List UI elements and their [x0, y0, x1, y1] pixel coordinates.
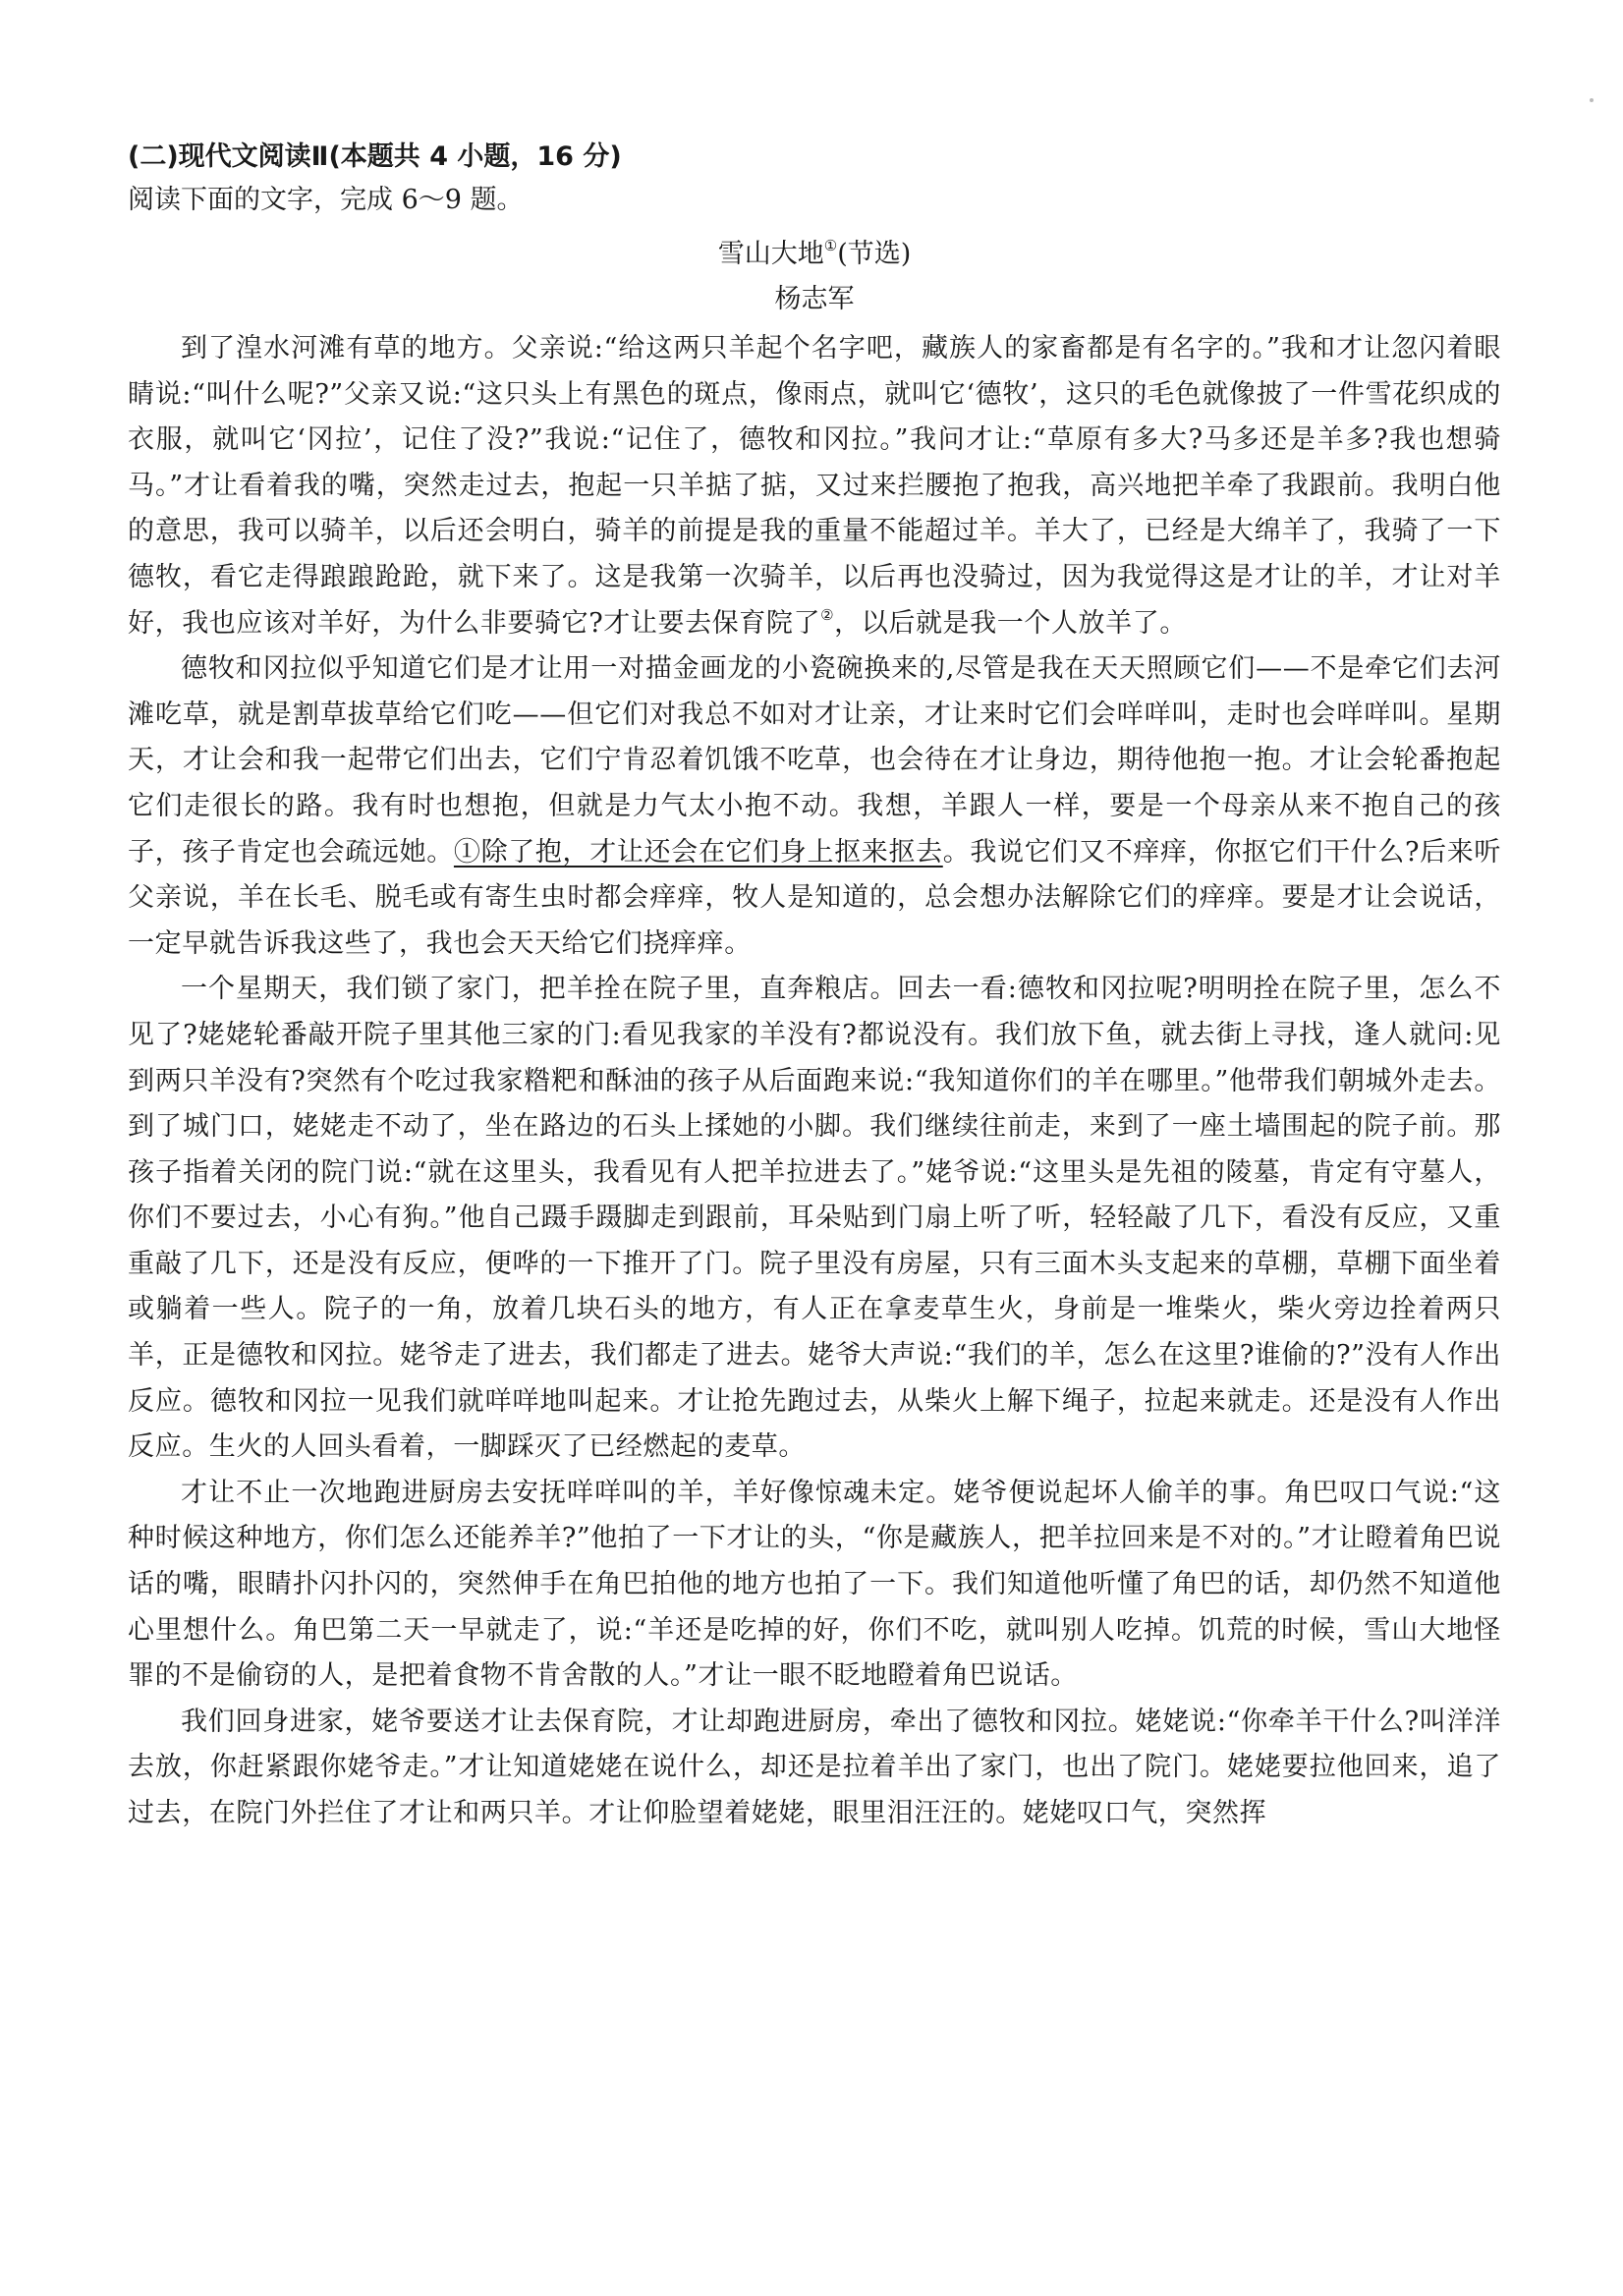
- scan-speck: [1590, 98, 1594, 102]
- paragraph-2-text-end: 。我说它们又不痒痒，你抠它们干什么?后来听父亲说，羊在长毛、脱毛或有寄生虫时都会痒痒，牧人是知道的，总会想办法解除它们的痒痒。要是才让会说话，一定早就告诉我这些了，我也会天天给它们挠痒痒。: [128, 836, 1502, 959]
- article-title-suffix: (节选): [837, 239, 912, 269]
- paragraph-2-text: 德牧和冈拉似乎知道它们是才让用一对描金画龙的小瓷碗换来的,尽管是我在天天照顾它们——不是牵它们去河滩吃草，就是割草拔草给它们吃——但它们对我总不如对才让亲，才让来时它们会咩咩叫，走时也会咩咩叫。星期天，才让会和我一起带它们出去，它们宁肯忍着饥饿不吃草，也会待在才让身边，期待他抱一抱。才让会轮番抱起它们走很长的路。我有时也想抱，但就是力气太小抱不动。我想，羊跟人一样，要是一个母亲从来不抱自己的孩子，孩子肯定也会疏远她。: [128, 653, 1501, 868]
- article-title-text: 雪山大地: [717, 239, 824, 269]
- paragraph-1-footnote-marker: ②: [820, 605, 835, 624]
- paragraph-4: 才让不止一次地跑进厨房去安抚咩咩叫的羊，羊好像惊魂未定。姥爷便说起坏人偷羊的事。角巴叹口气说:“这种时候这种地方，你们怎么还能养羊?”他拍了一下才让的头，“你是藏族人，把羊拉回来是不对的。”才让瞪着角巴说话的嘴，眼睛扑闪扑闪的，突然伸手在角巴拍他的地方也拍了一下。我们知道他听懂了角巴的话，却仍然不知道他心里想什么。角巴第二天一早就走了，说:“羊还是吃掉的好，你们不吃，就叫别人吃掉。饥荒的时候，雪山大地怪罪的不是偷窃的人，是把着食物不肯舍散的人。”才让一眼不眨地瞪着角巴说话。: [128, 1477, 1501, 1692]
- paragraph-1-text-end: ，以后就是我一个人放羊了。: [834, 607, 1187, 639]
- underlined-sentence-1: ①除了抱，才让还会在它们身上抠来抠去: [453, 836, 943, 868]
- section-heading: (二)现代文阅读Ⅱ(本题共 4 小题，16 分): [128, 141, 622, 172]
- article-author: 杨志军: [774, 284, 855, 314]
- reading-instruction: 阅读下面的文字，完成 6～9 题。: [128, 185, 524, 215]
- paragraph-1: [128, 326, 1501, 646]
- exam-page: [128, 136, 1501, 1837]
- paragraph-5: 我们回身进家，姥爷要送才让去保育院，才让却跑进厨房，牵出了德牧和冈拉。姥姥说:“你牵羊干什么?叫洋洋去放，你赶紧跟你姥爷走。”才让知道姥姥在说什么，却还是拉着羊出了家门，也出了院门。姥姥要拉他回来，追了过去，在院门外拦住了才让和两只羊。才让仰脸望着姥姥，眼里泪汪汪的。姥姥叹口气，突然挥: [128, 1706, 1501, 1828]
- paragraph-1-text: 到了湟水河滩有草的地方。父亲说:“给这两只羊起个名字吧，藏族人的家畜都是有名字的。”我和才让忽闪着眼睛说:“叫什么呢?”父亲又说:“这只头上有黑色的斑点，像雨点，就叫它‘德牧’，这只的毛色就像披了一件雪花织成的衣服，就叫它‘冈拉’，记住了没?”我说:“记住了，德牧和冈拉。”我问才让:“草原有多大?马多还是羊多?我也想骑马。”才让看着我的嘴，突然走过去，抱起一只羊掂了掂，又过来拦腰抱了抱我，高兴地把羊牵了我跟前。我明白他的意思，我可以骑羊，以后还会明白，骑羊的前提是我的重量不能超过羊。羊大了，已经是大绵羊了，我骑了一下德牧，看它走得踉踉跄跄，就下来了。这是我第一次骑羊，以后再也没骑过，因为我觉得这是才让的羊，才让对羊好，我也应该对羊好，为什么非要骑它?才让要去保育院了: [128, 333, 1501, 639]
- paragraph-2: [128, 646, 1501, 967]
- article-title: [128, 232, 1501, 277]
- title-footnote-marker: ①: [823, 237, 838, 254]
- paragraph-3: 一个星期天，我们锁了家门，把羊拴在院子里，直奔粮店。回去一看:德牧和冈拉呢?明明拴在院子里，怎么不见了?姥姥轮番敲开院子里其他三家的门:看见我家的羊没有?都说没有。我们放下鱼，就去街上寻找，逢人就问:见到两只羊没有?突然有个吃过我家糌粑和酥油的孩子从后面跑来说:“我知道你们的羊在哪里。”他带我们朝城外走去。到了城门口，姥姥走不动了，坐在路边的石头上揉她的小脚。我们继续往前走，来到了一座土墙围起的院子前。那孩子指着关闭的院门说:“就在这里头，我看见有人把羊拉进去了。”姥爷说:“这里头是先祖的陵墓，肯定有守墓人，你们不要过去，小心有狗。”他自己蹑手蹑脚走到跟前，耳朵贴到门扇上听了听，轻轻敲了几下，看没有反应，又重重敲了几下，还是没有反应，便哗的一下推开了门。院子里没有房屋，只有三面木头支起来的草棚，草棚下面坐着或躺着一些人。院子的一角，放着几块石头的地方，有人正在拿麦草生火，身前是一堆柴火，柴火旁边拴着两只羊，正是德牧和冈拉。姥爷走了进去，我们都走了进去。姥爷大声说:“我们的羊，怎么在这里?谁偷的?”没有人作出反应。德牧和冈拉一见我们就咩咩地叫起来。才让抢先跑过去，从柴火上解下绳子，拉起来就走。还是没有人作出反应。生火的人回头看着，一脚踩灭了已经燃起的麦草。: [128, 974, 1501, 1463]
